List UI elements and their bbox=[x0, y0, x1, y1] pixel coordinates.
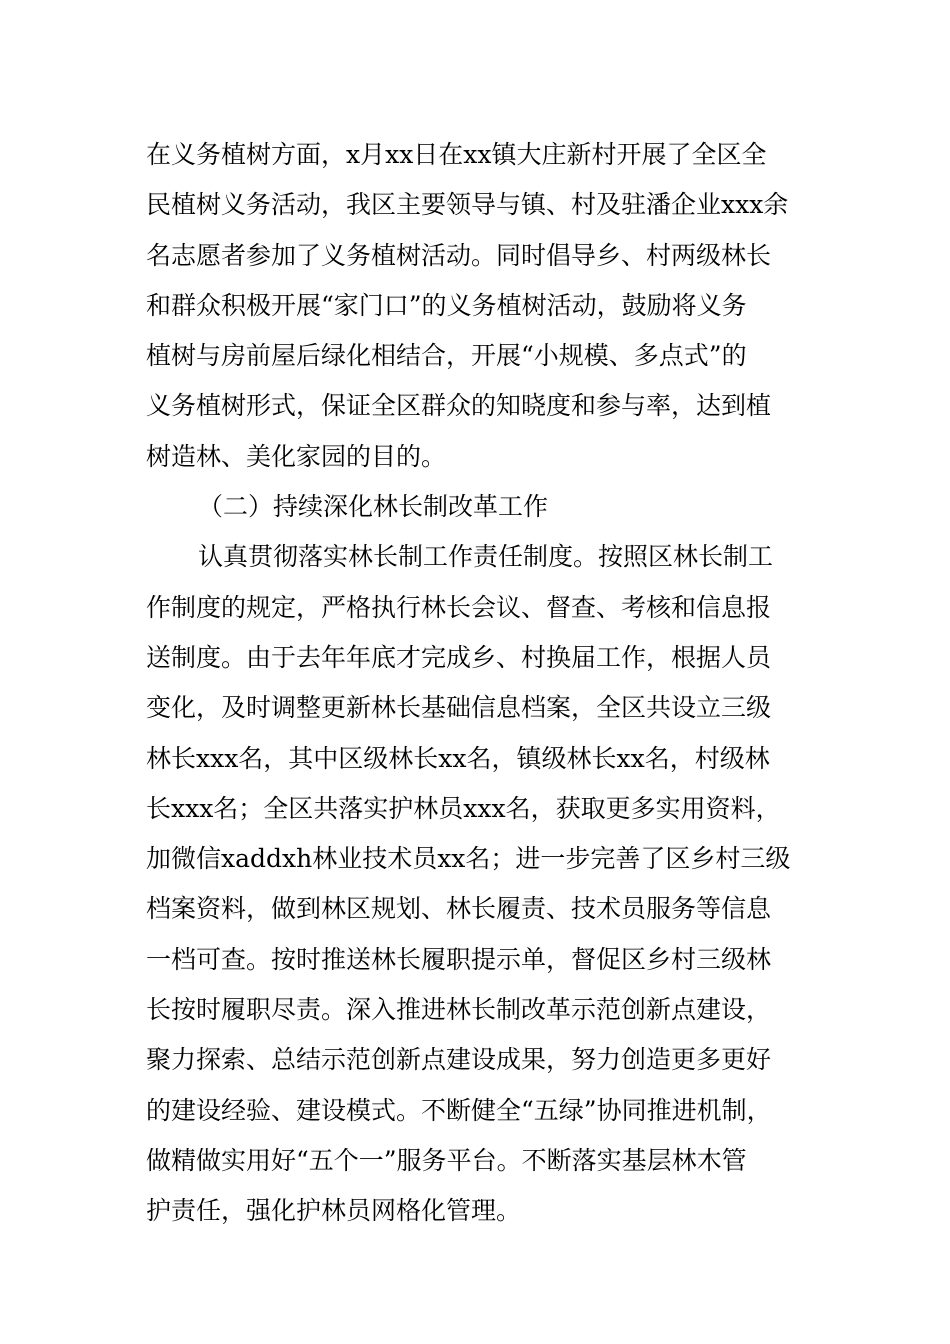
text-line: 做精做实用好“五个一”服务平台。不断落实基层林木管 bbox=[146, 1145, 747, 1175]
text-line: 名志愿者参加了义务植树活动。同时倡导乡、村两级林长 bbox=[146, 240, 772, 270]
section-heading bbox=[146, 482, 810, 532]
text-line: 和群众积极开展“家门口”的义务植树活动，鼓励将义务 bbox=[146, 290, 747, 320]
text-line: 长按时履职尽责。深入推进林长制改革示范创新点建设， bbox=[146, 995, 772, 1025]
text-line: 一档可查。按时推送林长履职提示单，督促区乡村三级林 bbox=[146, 944, 772, 974]
text-line: 变化，及时调整更新林长基础信息档案，全区共设立三级 bbox=[146, 693, 772, 723]
text-line: 护责任，强化护林员网格化管理。 bbox=[146, 1196, 522, 1226]
text-line: 档案资料，做到林区规划、林长履责、技术员服务等信息 bbox=[146, 894, 772, 924]
text-line: 民植树义务活动，我区主要领导与镇、村及驻潘企业xxx余 bbox=[146, 190, 789, 220]
text-line: 林长xxx名，其中区级林长xx名，镇级林长xx名，村级林 bbox=[146, 743, 770, 773]
paragraph-voluntary-tree-planting bbox=[146, 130, 810, 482]
text-line: 在义务植树方面，x月xx日在xx镇大庄新村开展了全区全 bbox=[146, 140, 767, 169]
text-line: 加微信xaddxh林业技术员xx名；进一步完善了区乡村三级 bbox=[146, 844, 791, 874]
heading-line: （二）持续深化林长制改革工作 bbox=[198, 492, 549, 522]
text-line: 树造林、美化家园的目的。 bbox=[146, 441, 447, 471]
text-line: 义务植树形式，保证全区群众的知晓度和参与率，达到植 bbox=[146, 391, 772, 421]
text-line: 聚力探索、总结示范创新点建设成果，努力创造更多更好 bbox=[146, 1045, 772, 1075]
text-line: 作制度的规定，严格执行林长会议、督查、考核和信息报 bbox=[146, 592, 772, 622]
text-line: 的建设经验、建设模式。不断健全“五绿”协同推进机制， bbox=[146, 1095, 772, 1125]
text-line: 送制度。由于去年年底才完成乡、村换届工作，根据人员 bbox=[146, 642, 772, 672]
paragraph-forest-chief-reform bbox=[146, 532, 810, 1236]
text-line: 认真贯彻落实林长制工作责任制度。按照区林长制工 bbox=[198, 542, 774, 572]
text-line: 植树与房前屋后绿化相结合，开展“小规模、多点式”的 bbox=[146, 341, 747, 371]
text-line: 长xxx名；全区共落实护林员xxx名，获取更多实用资料， bbox=[146, 793, 781, 823]
document-body bbox=[146, 130, 810, 1237]
